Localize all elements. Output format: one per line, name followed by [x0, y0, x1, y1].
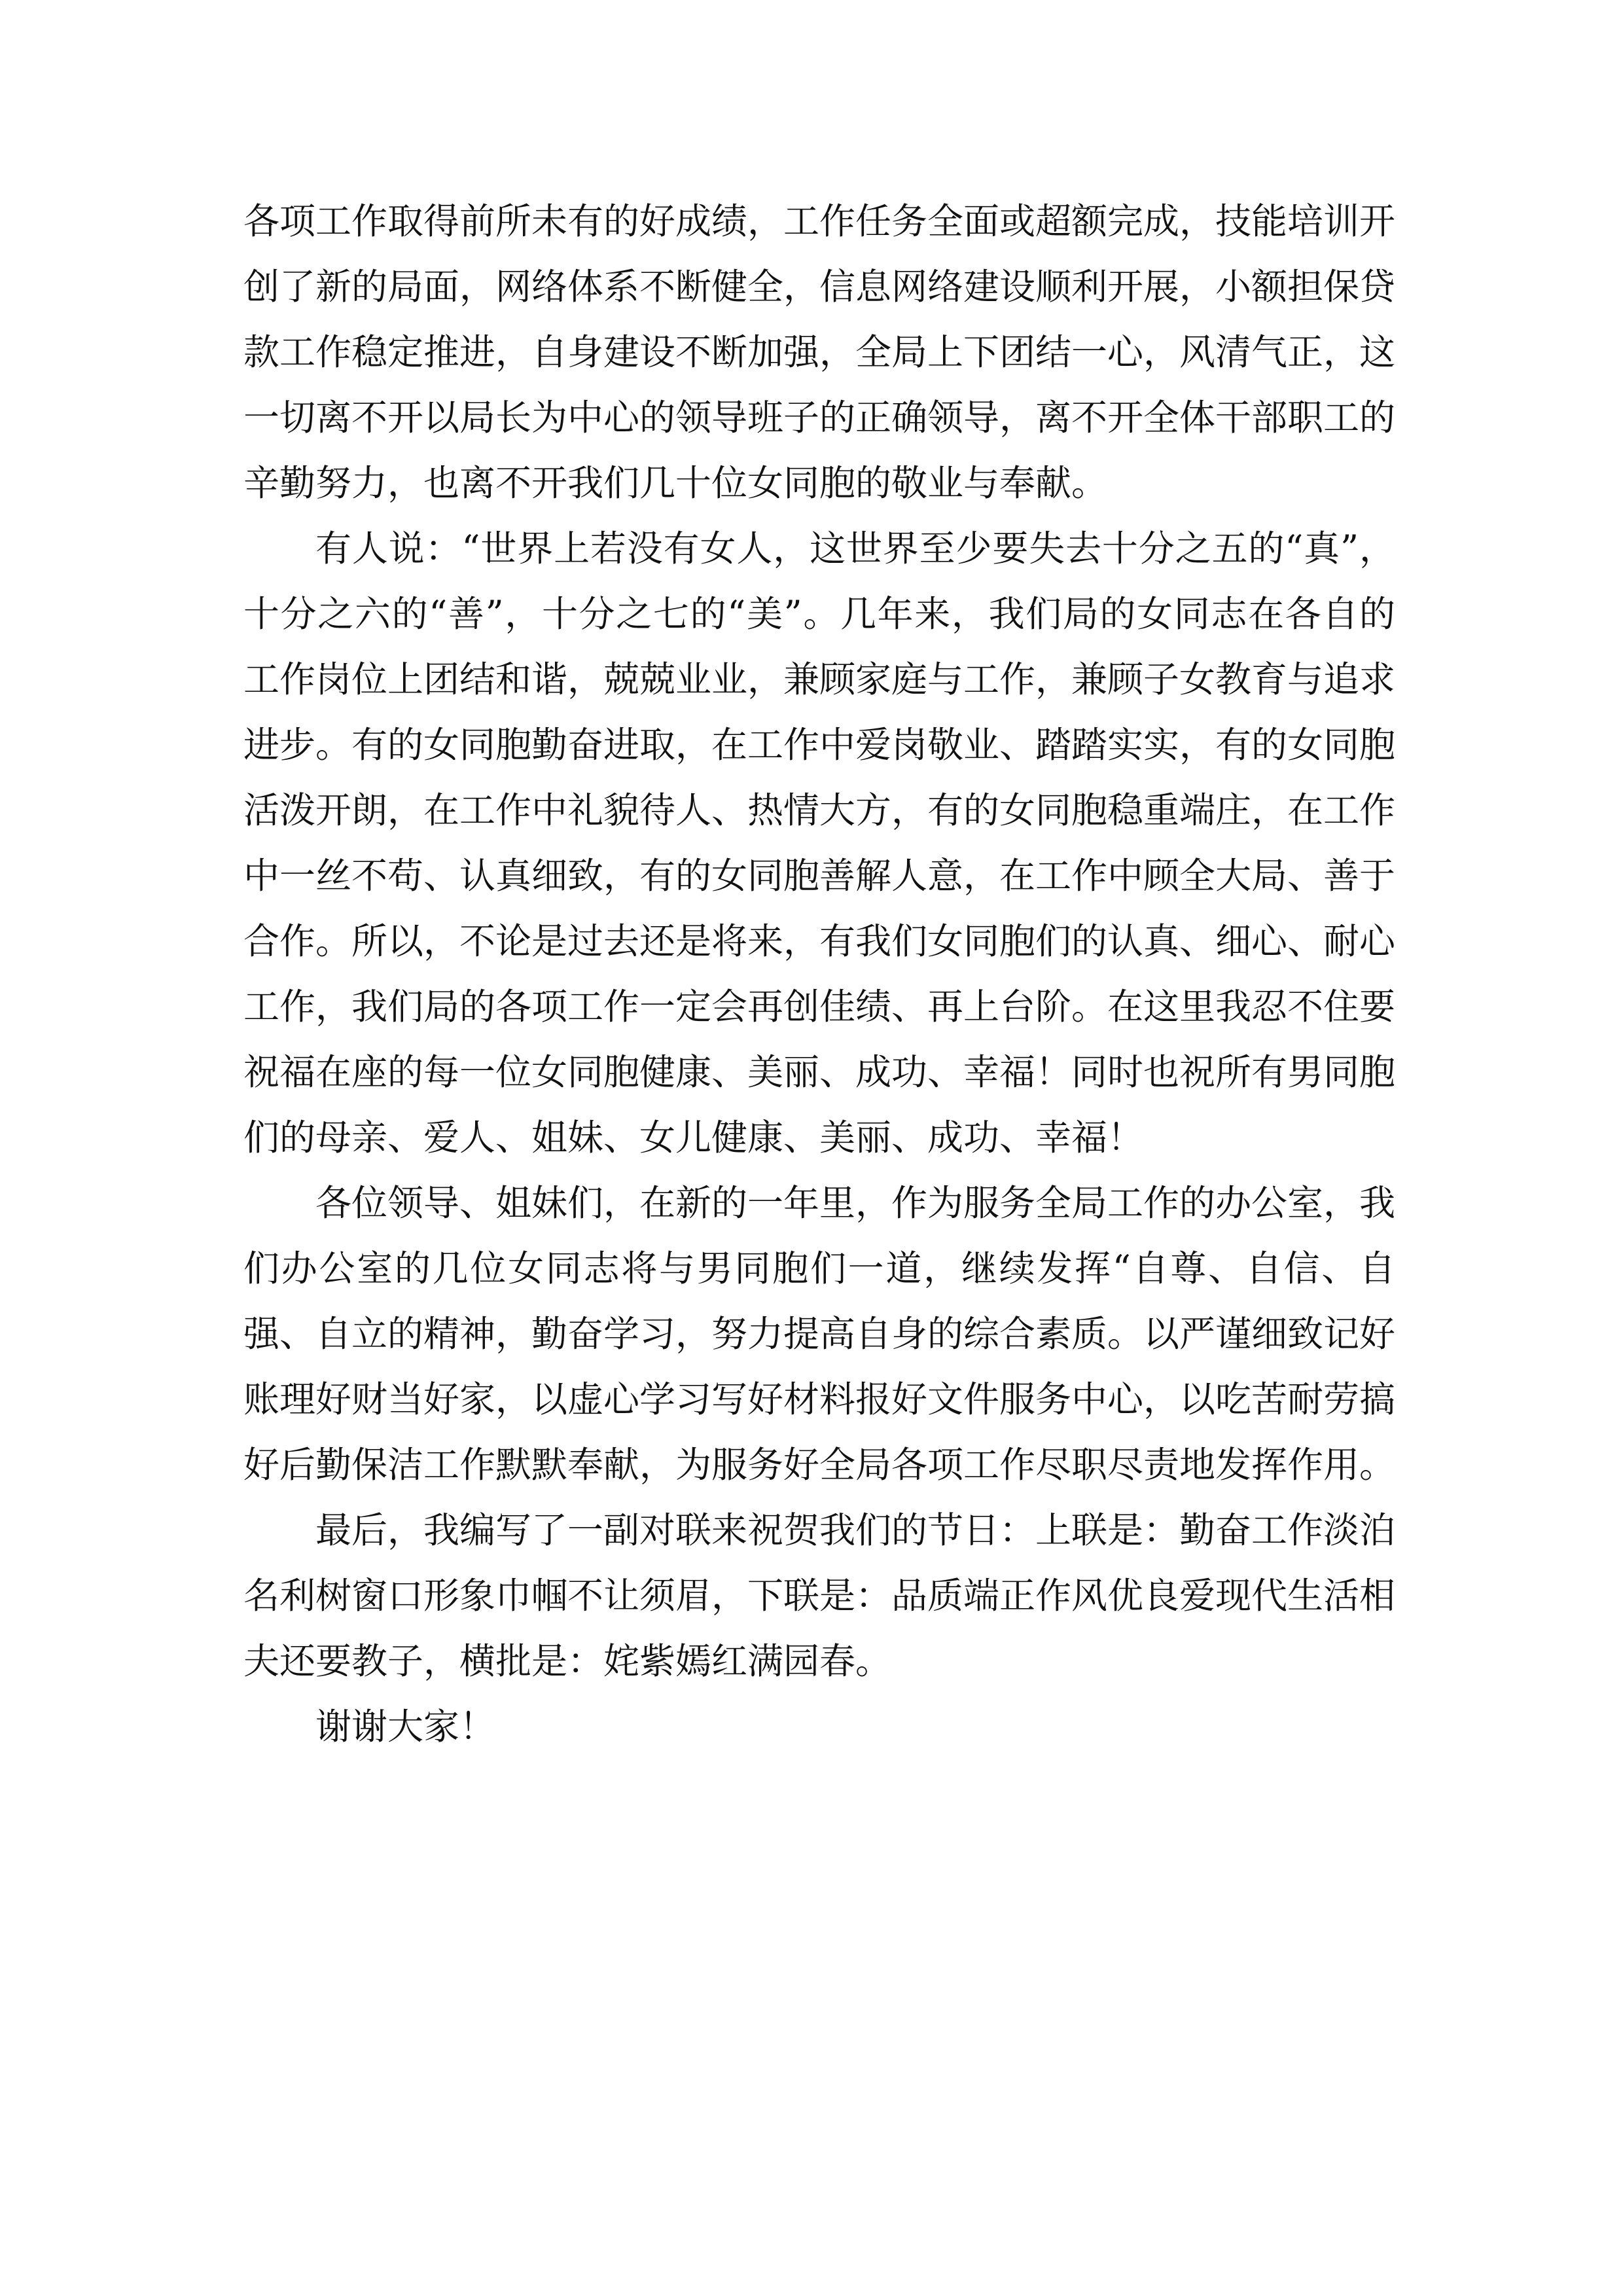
paragraph-couplet: 最后，我编写了一副对联来祝贺我们的节日：上联是：勤奋工作淡泊名利树窗口形象巾帼不让须眉，下联是：品质端正作风优良爱现代生活相夫还要教子，横批是：姹紫嫣红满园春。	[243, 1509, 1396, 1682]
paragraph-thanks: 谢谢大家！	[315, 1706, 496, 1748]
paragraph-women-contribution: 有人说：“世界上若没有女人，这世界至少要失去十分之五的“真”，十分之六的“善”，十分之七的“美”。几年来，我们局的女同志在各自的工作岗位上团结和谐，兢兢业业，兼顾家庭与工作，兼顾子女教育与追求进步。有的女同胞勤奋进取，在工作中爱岗敬业、踏踏实实，有的女同胞活泼开朗，在工作中礼貌待人、热情大方，有的女同胞稳重端庄，在工作中一丝不苟、认真细致，有的女同胞善解人意，在工作中顾全大局、善于合作。所以，不论是过去还是将来，有我们女同胞们的认真、细心、耐心工作，我们局的各项工作一定会再创佳绩、再上台阶。在这里我忍不住要祝福在座的每一位女同胞健康、美丽、成功、幸福！同时也祝所有男同胞们的母亲、爱人、姐妹、女儿健康、美丽、成功、幸福！	[243, 528, 1396, 1158]
paragraph-continued: 各项工作取得前所未有的好成绩，工作任务全面或超额完成，技能培训开创了新的局面，网络体系不断健全，信息网络建设顺利开展，小额担保贷款工作稳定推进，自身建设不断加强，全局上下团结一心，风清气正，这一切离不开以局长为中心的领导班子的正确领导，离不开全体干部职工的辛勤努力，也离不开我们几十位女同胞的敬业与奉献。	[243, 200, 1396, 504]
document-body	[243, 188, 1395, 1759]
paragraph-office-commitment: 各位领导、姐妹们，在新的一年里，作为服务全局工作的办公室，我们办公室的几位女同志将与男同胞们一道，继续发挥“自尊、自信、自强、自立的精神，勤奋学习，努力提高自身的综合素质。以严谨细致记好账理好财当好家，以虚心学习写好材料报好文件服务中心，以吃苦耐劳搞好后勤保洁工作默默奉献，为服务好全局各项工作尽职尽责地发挥作用。	[243, 1182, 1396, 1486]
